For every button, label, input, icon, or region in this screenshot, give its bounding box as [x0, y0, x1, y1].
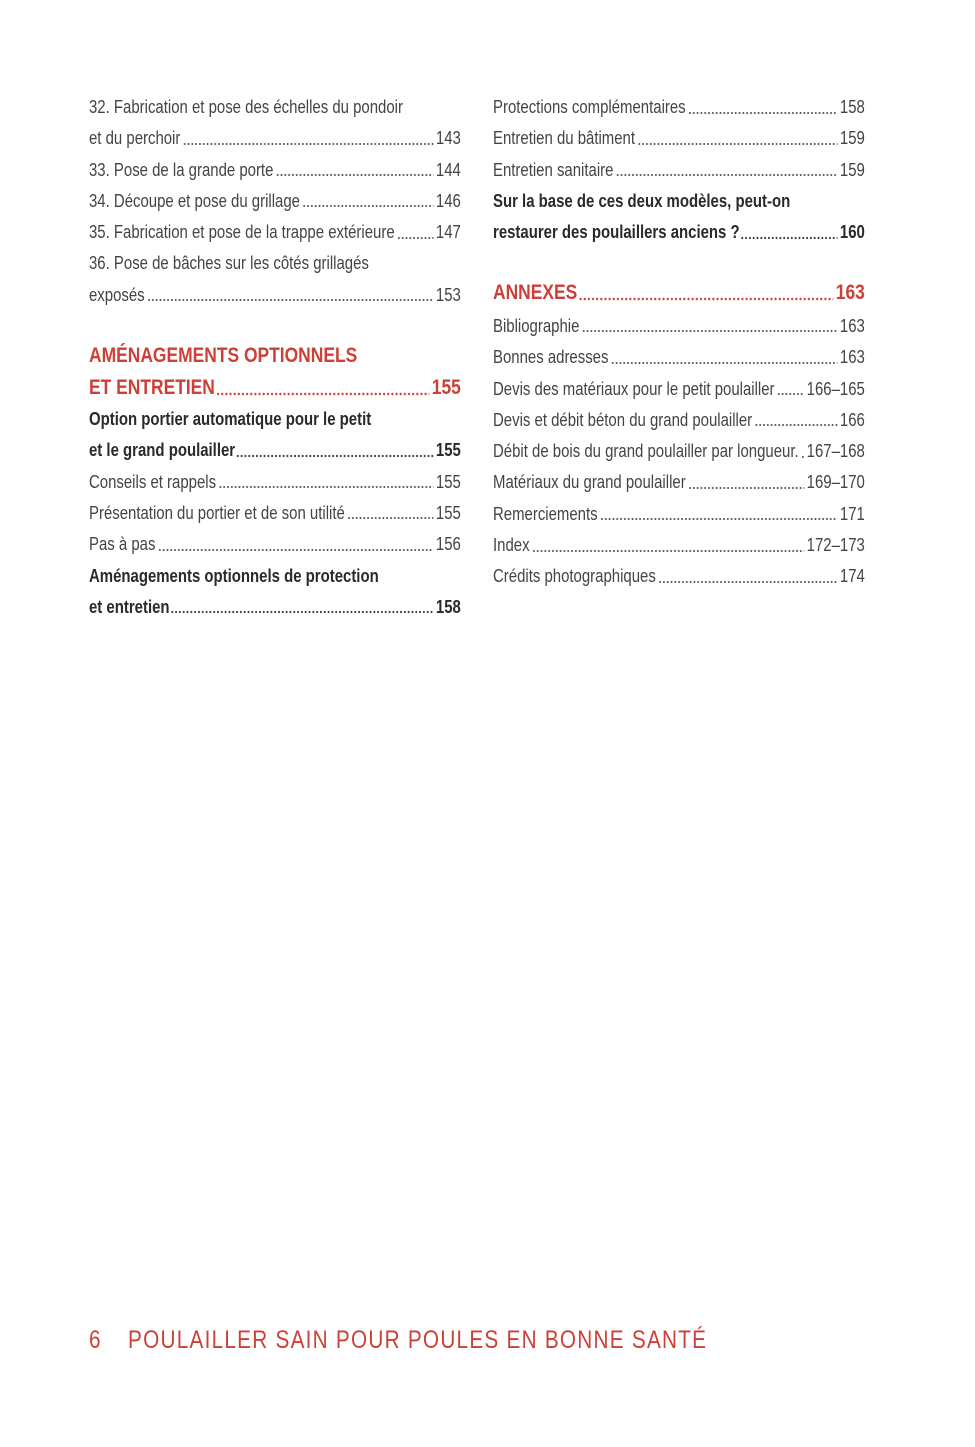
toc-entry-text: et entretien: [89, 596, 170, 617]
toc-page-number: 156: [435, 534, 461, 555]
toc-entry-text: exposés: [89, 284, 145, 305]
toc-subsection: [89, 561, 461, 624]
toc-page-number: 158: [839, 97, 865, 117]
leader-dots: [658, 561, 837, 592]
toc-entry-row: [89, 592, 461, 623]
leader-dots: [302, 186, 433, 217]
toc-entry: [89, 467, 461, 498]
leader-dots: [611, 342, 837, 373]
toc-entry: [493, 530, 865, 561]
toc-entry: [89, 92, 461, 155]
toc-page-number: 143: [435, 128, 461, 149]
toc-page-number: 163: [839, 315, 865, 336]
toc-entry-text: Débit de bois du grand poulailler par longueur.: [493, 441, 799, 462]
toc-entry: [493, 92, 865, 123]
toc-entry: [89, 248, 461, 311]
leader-dots: [688, 467, 804, 498]
toc-entry-text: Matériaux du grand poulailler: [493, 472, 686, 493]
toc-section-amenagements: [89, 340, 461, 623]
toc-entry: [493, 374, 865, 405]
toc-entry-text: 32. Fabrication et pose des échelles du pondoir: [89, 97, 403, 117]
toc-entry-row: [89, 435, 461, 466]
toc-right-column: [493, 92, 865, 593]
toc-entry: [89, 498, 461, 529]
leader-dots: [183, 123, 434, 154]
leader-dots: [276, 155, 434, 186]
toc-entry-text: Présentation du portier et de son utilité: [89, 502, 345, 523]
toc-entry-text: Bonnes adresses: [493, 347, 609, 368]
toc-page-number: 155: [435, 502, 461, 523]
section-title: ET ENTRETIEN: [89, 376, 215, 400]
toc-entry-text: Protections complémentaires: [493, 97, 686, 117]
section-title-row: [89, 372, 461, 404]
toc-page-number: 159: [839, 128, 865, 149]
toc-page-number: 155: [435, 440, 461, 461]
toc-entry: [493, 405, 865, 436]
toc-page-number: 166–165: [806, 378, 865, 399]
leader-dots: [147, 280, 433, 311]
toc-entry: [493, 499, 865, 530]
toc-page-number: 167–168: [806, 441, 865, 462]
toc-entry-text: Pas à pas: [89, 534, 156, 555]
leader-dots: [582, 311, 838, 342]
toc-entry: [89, 217, 461, 248]
toc-page-number: 147: [435, 222, 461, 243]
toc-page-number: 172–173: [806, 535, 865, 556]
toc-page-number: 171: [839, 503, 865, 524]
section-title: AMÉNAGEMENTS OPTIONNELS: [89, 344, 358, 368]
toc-entry-text: et le grand poulailler: [89, 440, 236, 461]
leader-dots: [347, 498, 433, 529]
leader-dots: [777, 374, 804, 405]
running-footer: [89, 1325, 707, 1355]
toc-subsection: [89, 404, 461, 467]
toc-page-number: 158: [435, 596, 461, 617]
toc-entry-text: Devis et débit béton du grand poulailler: [493, 409, 753, 430]
toc-left-column: [89, 92, 461, 623]
leader-dots: [578, 277, 833, 309]
toc-page-number: 174: [839, 566, 865, 587]
toc-page-number: 163: [839, 347, 865, 368]
toc-entry-text: Crédits photographiques: [493, 566, 656, 587]
toc-page-number: 166: [839, 409, 865, 430]
section-page-number: 163: [835, 281, 865, 305]
toc-entry-text: Remerciements: [493, 503, 598, 524]
toc-page-number: 160: [839, 222, 865, 243]
toc-entry-row: [89, 280, 461, 311]
toc-page-number: 153: [435, 284, 461, 305]
toc-page-number: 159: [839, 159, 865, 180]
toc-entry: [493, 561, 865, 592]
toc-page-number: 169–170: [806, 472, 865, 493]
leader-dots: [216, 372, 430, 404]
leader-dots: [755, 405, 838, 436]
toc-page-number: 146: [435, 190, 461, 211]
toc-entry-row: [493, 217, 865, 248]
leader-dots: [616, 155, 837, 186]
toc-page-number: 155: [435, 471, 461, 492]
toc-entry-text: restaurer des poulaillers anciens ?: [493, 222, 740, 243]
leader-dots: [688, 92, 837, 123]
toc-subsection: [493, 186, 865, 249]
toc-entry-text: Sur la base de ces deux modèles, peut-on: [493, 190, 791, 211]
section-title: ANNEXES: [493, 281, 578, 305]
toc-entry-text: et du perchoir: [89, 128, 181, 149]
leader-dots: [397, 217, 433, 248]
toc-entry: [493, 155, 865, 186]
toc-entry: [89, 186, 461, 217]
toc-entry: [493, 342, 865, 373]
toc-entry-text: 33. Pose de la grande porte: [89, 159, 274, 180]
toc-entry: [493, 123, 865, 154]
toc-entry: [89, 155, 461, 186]
toc-entry-text: 35. Fabrication et pose de la trappe extérieure: [89, 222, 395, 243]
toc-entry-text: 36. Pose de bâches sur les côtés grillagés: [89, 253, 369, 274]
toc-section-annexes: [493, 277, 865, 592]
leader-dots: [740, 217, 837, 248]
toc-entry: [493, 467, 865, 498]
leader-dots: [532, 530, 804, 561]
toc-entry-text: Entretien du bâtiment: [493, 128, 636, 149]
leader-dots: [219, 467, 434, 498]
page-number: 6: [89, 1326, 101, 1354]
toc-entry-text: 34. Découpe et pose du grillage: [89, 190, 300, 211]
toc-entry-text: Aménagements optionnels de protection: [89, 565, 379, 586]
leader-dots: [236, 435, 433, 466]
leader-dots: [801, 436, 804, 467]
leader-dots: [638, 123, 838, 154]
section-page-number: 155: [431, 376, 461, 400]
leader-dots: [158, 529, 433, 560]
toc-entry-text: Devis des matériaux pour le petit poulailler: [493, 378, 775, 399]
leader-dots: [170, 592, 433, 623]
toc-entry-text: Index: [493, 535, 530, 556]
toc-entry-text: Option portier automatique pour le petit: [89, 409, 372, 430]
toc-entry: [493, 311, 865, 342]
toc-entry-row: [89, 123, 461, 154]
running-title: POULAILLER SAIN POUR POULES EN BONNE SANTÉ: [128, 1326, 708, 1354]
toc-entry-text: Conseils et rappels: [89, 471, 217, 492]
section-title-row: [493, 277, 865, 309]
toc-entry-text: Bibliographie: [493, 315, 580, 336]
toc-entry-text: Entretien sanitaire: [493, 159, 614, 180]
leader-dots: [600, 499, 837, 530]
toc-entry: [493, 436, 865, 467]
toc-entry: [89, 529, 461, 560]
toc-page-number: 144: [435, 159, 461, 180]
